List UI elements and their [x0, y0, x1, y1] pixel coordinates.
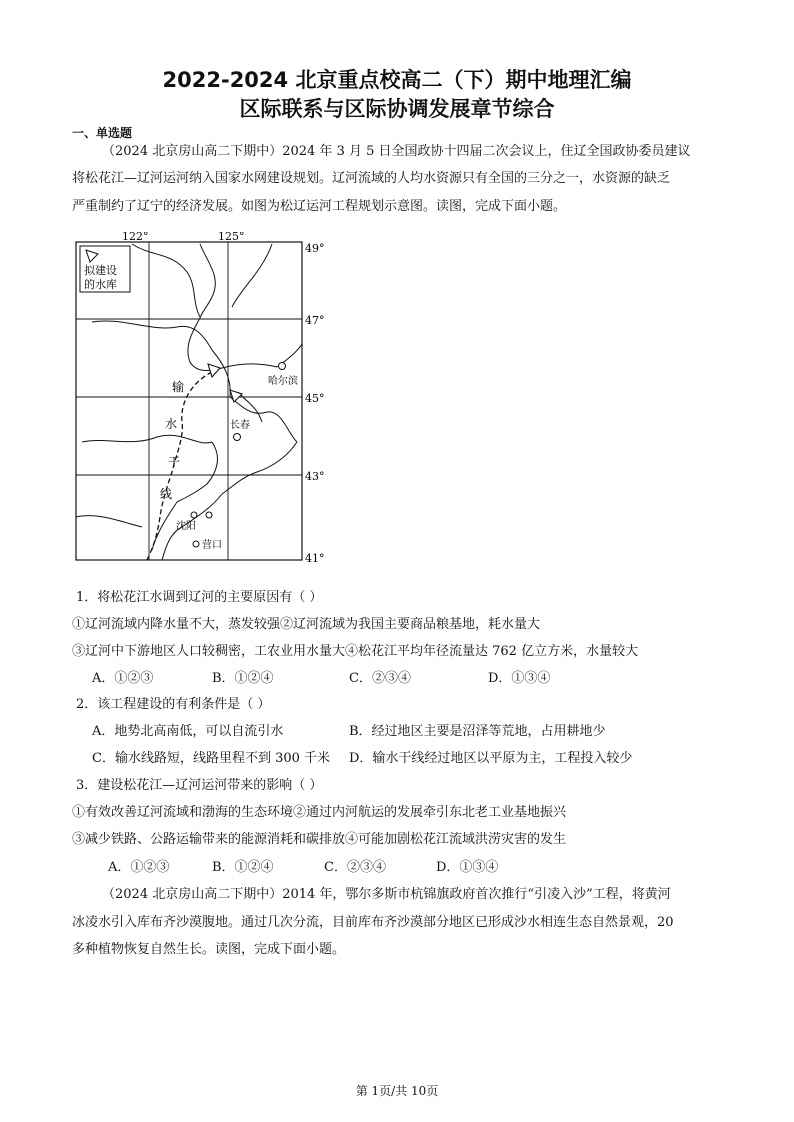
q3-option-d: D．①③④ — [436, 860, 499, 875]
canal-label-char3: 干 — [168, 455, 181, 469]
lat-label-41: 41° — [305, 552, 325, 565]
lat-label-49: 49° — [305, 242, 325, 255]
canal-label-char4: 线 — [160, 487, 173, 501]
document-title-line1: 2022-2024 北京重点校高二（下）期中地理汇编 — [162, 68, 632, 92]
q3-option-b: B．①②④ — [212, 860, 274, 875]
q2-option-c: C．输水线路短，线路里程不到 300 千米 — [92, 751, 331, 766]
map-legend — [80, 246, 130, 292]
q1-stem: 1．将松花江水调到辽河的主要原因有（ ） — [76, 590, 323, 605]
legend-text-line2: 的水库 — [84, 278, 117, 291]
lon-label-122: 122° — [122, 232, 149, 243]
canal-label-char2: 水 — [165, 417, 178, 431]
q1-statement-2: ③辽河中下游地区人口较稠密，工农业用水量大④松花江平均年径流量达 762 亿立方米，水量较大 — [72, 644, 639, 659]
q3-option-c: C．②③④ — [324, 860, 386, 875]
q3-statement-1: ①有效改善辽河流域和渤海的生态环境②通过内河航运的发展牵引东北老工业基地振兴 — [72, 805, 567, 820]
lat-label-45: 45° — [305, 392, 325, 405]
lat-label-43: 43° — [305, 470, 325, 483]
q1-option-a: A．①②③ — [92, 671, 154, 686]
intro2-line2: 冰凌水引入库布齐沙漠腹地。通过几次分流，目前库布齐沙漠部分地区已形成沙水相连生态自然景观，20 — [72, 915, 674, 930]
intro1-line2: 将松花江—辽河运河纳入国家水网建设规划。辽河流域的人均水资源只有全国的三分之一，水资源的缺乏 — [72, 171, 671, 186]
canal-planning-map — [72, 232, 334, 568]
q2-option-d: D．输水干线经过地区以平原为主，工程投入较少 — [349, 751, 633, 766]
city-label-haerbin: 哈尔滨 — [268, 376, 298, 387]
q2-option-a: A．地势北高南低，可以自流引水 — [92, 724, 284, 739]
intro1-line1: （2024 北京房山高二下期中）2024 年 3 月 5 日全国政协十四届二次会议上，住辽全国政协委员建议 — [102, 144, 691, 159]
q1-option-d: D．①③④ — [488, 671, 551, 686]
intro2-line1: （2024 北京房山高二下期中）2014 年，鄂尔多斯市杭锦旗政府首次推行“引凌入沙”工程，将黄河 — [102, 887, 671, 902]
q3-statement-2: ③减少铁路、公路运输带来的能源消耗和碳排放④可能加剧松花江流域洪涝灾害的发生 — [72, 832, 567, 847]
q1-option-c: C．②③④ — [349, 671, 411, 686]
city-label-shenyang: 沈阳 — [176, 521, 196, 532]
q1-option-b: B．①②④ — [212, 671, 274, 686]
q2-stem: 2．该工程建设的有利条件是（ ） — [76, 697, 271, 712]
intro2-line3: 多种植物恢复自然生长。读图，完成下面小题。 — [72, 942, 346, 957]
legend-text-line1: 拟建设 — [84, 264, 117, 277]
city-label-changchun: 长春 — [230, 420, 250, 431]
intro1-line3: 严重制约了辽宁的经济发展。如图为松辽运河工程规划示意图。读图，完成下面小题。 — [72, 199, 567, 214]
page-number: 第 1页/共 10页 — [355, 1084, 439, 1098]
lon-label-125: 125° — [218, 232, 245, 243]
document-title-line2: 区际联系与区际协调发展章节综合 — [239, 97, 555, 121]
q1-statement-1: ①辽河流域内降水量不大，蒸发较强②辽河流域为我国主要商品粮基地，耗水量大 — [72, 617, 541, 632]
q3-stem: 3．建设松花江—辽河运河带来的影响（ ） — [76, 778, 323, 793]
lat-label-47: 47° — [305, 314, 325, 327]
q2-option-b: B．经过地区主要是沼泽等荒地，占用耕地少 — [349, 724, 606, 739]
city-label-yingkou: 营口 — [202, 540, 222, 551]
section-label: 一、单选题 — [72, 126, 133, 140]
q3-option-a: A．①②③ — [108, 860, 170, 875]
city-marker-icon — [191, 363, 286, 548]
canal-label-char1: 输 — [172, 380, 185, 394]
